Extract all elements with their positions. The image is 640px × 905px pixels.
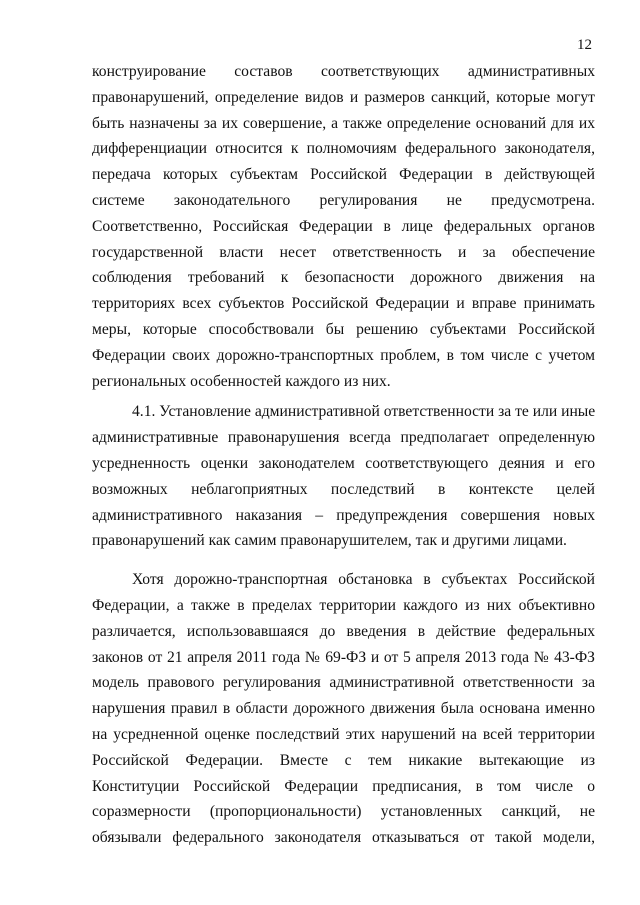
text-line: Конституции Российской Федерации предписания, в том числе о bbox=[92, 777, 595, 795]
text-line: Соответственно, Российская Федерации в лице федеральных органов bbox=[92, 217, 595, 235]
text-line: быть назначены за их совершение, а также определение оснований для их bbox=[92, 114, 595, 132]
paragraph-1 bbox=[92, 59, 595, 394]
paragraph-spacer bbox=[92, 554, 595, 567]
text-line: модель правового регулирования административной ответственности за bbox=[92, 674, 595, 692]
text-line: законов от 21 апреля 2011 года № 69-ФЗ и от 5 апреля 2013 года № 43-ФЗ bbox=[92, 648, 595, 666]
text-line: Федерации, а также в пределах территории каждого из них объективно bbox=[92, 596, 595, 614]
text-line: дифференциации относится к полномочиям федерального законодателя, bbox=[92, 140, 595, 158]
page-number: 12 bbox=[577, 37, 592, 53]
text-line: административные правонарушения всегда предполагает определенную bbox=[92, 429, 595, 447]
text-line: Федерации своих дорожно-транспортных проблем, в том числе с учетом bbox=[92, 346, 595, 364]
text-line: 4.1. Установление административной ответственности за те или иные bbox=[132, 403, 596, 421]
paragraph-2 bbox=[92, 399, 595, 554]
text-line: обязывали федерального законодателя отказываться от такой модели, bbox=[92, 829, 595, 847]
text-line: правонарушений, определение видов и размеров санкций, которые могут bbox=[92, 88, 595, 106]
text-line: правонарушений как самим правонарушителем, так и другими лицами. bbox=[92, 532, 567, 550]
text-line: Хотя дорожно-транспортная обстановка в субъектах Российской bbox=[132, 571, 595, 589]
text-line: передача которых субъектам Российской Федерации в действующей bbox=[92, 166, 595, 184]
paragraph-3 bbox=[92, 567, 595, 851]
text-line: меры, которые способствовали бы решению субъектами Российской bbox=[92, 320, 595, 338]
text-line: системе законодательного регулирования не предусмотрена. bbox=[92, 191, 595, 209]
text-line: различается, использовавшаяся до введения в действие федеральных bbox=[92, 622, 595, 640]
text-line: соблюдения требований к безопасности дорожного движения на bbox=[92, 269, 595, 287]
text-line: региональных особенностей каждого из них. bbox=[92, 372, 391, 390]
text-line: конструирование составов соответствующих административных bbox=[92, 63, 595, 80]
text-line: на усредненной оценке последствий этих нарушений на всей территории bbox=[92, 725, 595, 743]
text-line: соразмерности (пропорциональности) установленных санкций, не bbox=[92, 803, 595, 821]
text-line: государственной власти несет ответственность и за обеспечение bbox=[92, 243, 595, 261]
text-line: территориях всех субъектов Российской Федерации и вправе принимать bbox=[92, 295, 595, 313]
document-body bbox=[92, 59, 595, 851]
text-line: нарушения правил в области дорожного движения была основана именно bbox=[92, 700, 595, 718]
text-line: усредненность оценки законодателем соответствующего деяния и его bbox=[92, 454, 595, 472]
text-line: возможных неблагоприятных последствий в контексте целей bbox=[92, 480, 595, 498]
text-line: Российской Федерации. Вместе с тем никакие вытекающие из bbox=[92, 751, 595, 769]
text-line: административного наказания – предупреждения совершения новых bbox=[92, 506, 595, 524]
